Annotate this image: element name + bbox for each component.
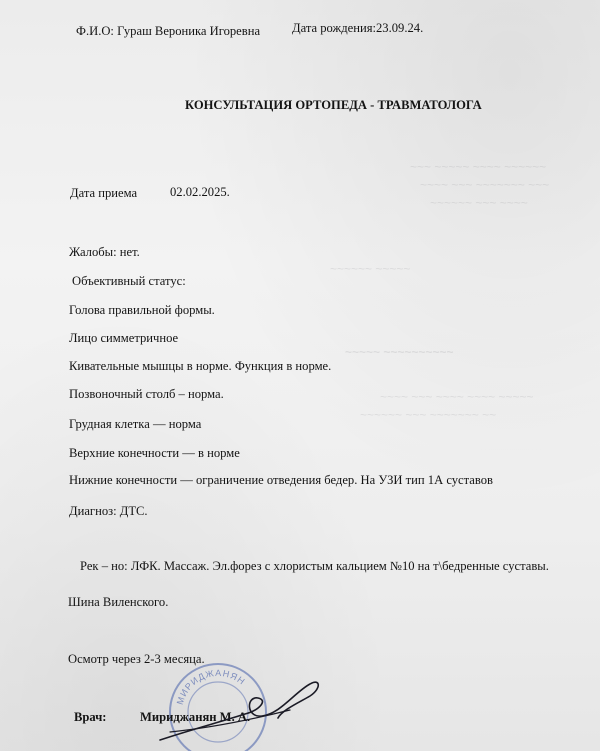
- document-title: КОНСУЛЬТАЦИЯ ОРТОПЕДА - ТРАВМАТОЛОГА: [185, 98, 482, 112]
- visit-date-label: Дата приема: [70, 186, 138, 200]
- face-finding: Лицо симметричное: [69, 331, 179, 345]
- birth-date: Дата рождения:23.09.24.: [292, 21, 424, 35]
- upper-limbs-finding: Верхние конечности — в норме: [69, 446, 240, 460]
- recommendation-line-2: Шина Виленского.: [68, 595, 169, 609]
- bleed-text: ~~~~ ~~~ ~~~~ ~~~~ ~~~~~: [380, 390, 534, 404]
- visit-date: 02.02.2025.: [170, 185, 230, 199]
- objective-status: Объективный статус:: [72, 274, 186, 288]
- bleed-text: ~~~~~~ ~~~ ~~~~: [430, 196, 528, 210]
- diagnosis: Диагноз: ДТС.: [69, 504, 148, 518]
- bleed-text: ~~~~~~ ~~~~~: [330, 262, 411, 276]
- lower-limbs-finding: Нижние конечности — ограничение отведения бедер. На УЗИ тип 1А суставов: [69, 473, 493, 487]
- bleed-text: ~~~~~ ~~~~~~~~~~: [345, 345, 454, 359]
- muscles-finding: Кивательные мышцы в норме. Функция в норме.: [69, 359, 332, 373]
- bleed-text: ~~~~~~ ~~~ ~~~~~~~ ~~: [360, 408, 497, 422]
- bleed-text: ~~~ ~~~~~ ~~~~ ~~~~~~: [410, 160, 547, 174]
- doctor-name: Мириджанян М. А.: [140, 710, 251, 724]
- bleed-text: ~~~~ ~~~ ~~~~~~~ ~~~: [420, 178, 550, 192]
- patient-name: Ф.И.О: Гураш Вероника Игоревна: [76, 24, 261, 38]
- head-finding: Голова правильной формы.: [69, 303, 215, 317]
- stamp-text: МИРИДЖАНЯН: [174, 667, 248, 706]
- chest-finding: Грудная клетка — норма: [69, 417, 202, 431]
- followup: Осмотр через 2-3 месяца.: [68, 652, 205, 666]
- doctor-signature: [150, 667, 350, 750]
- spine-finding: Позвоночный столб – норма.: [69, 387, 224, 401]
- doctor-label: Врач:: [74, 710, 107, 724]
- recommendation-line-1: Рек – но: ЛФК. Массаж. Эл.форез с хлористым кальцием №10 на т\бедренные суставы.: [80, 559, 549, 573]
- complaints: Жалобы: нет.: [69, 245, 140, 259]
